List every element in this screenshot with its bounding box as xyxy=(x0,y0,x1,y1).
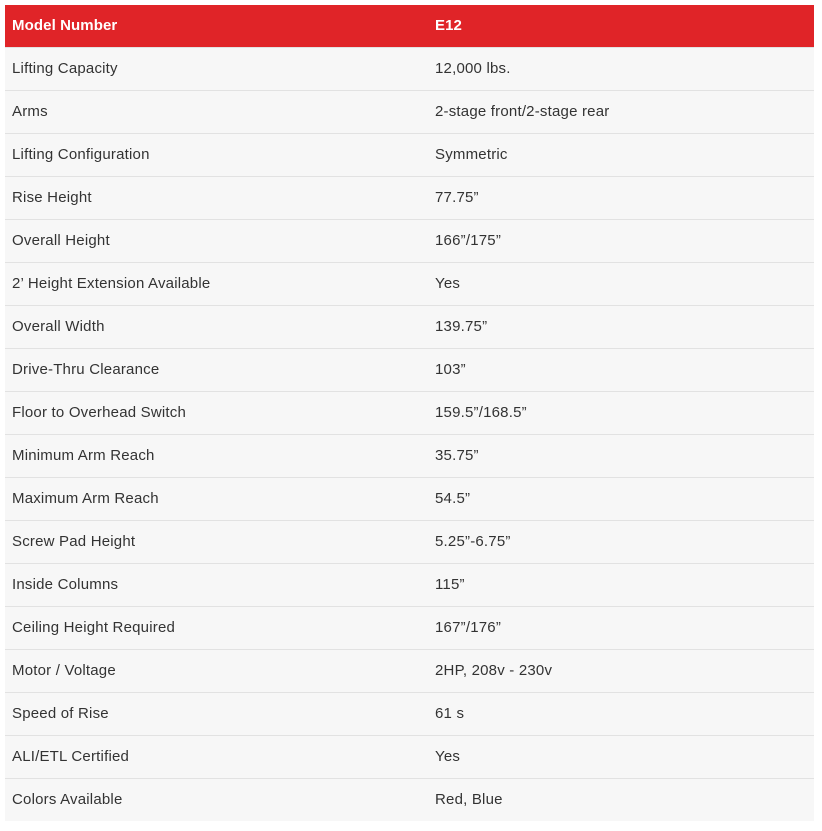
row-label: Drive-Thru Clearance xyxy=(5,348,435,391)
table-row xyxy=(5,477,814,520)
table-row xyxy=(5,219,814,262)
row-label: Minimum Arm Reach xyxy=(5,434,435,477)
table-row xyxy=(5,649,814,692)
row-value: Yes xyxy=(435,262,814,305)
row-label: Maximum Arm Reach xyxy=(5,477,435,520)
table-row xyxy=(5,305,814,348)
row-value: 5.25”-6.75” xyxy=(435,520,814,563)
row-value: Red, Blue xyxy=(435,778,814,821)
table-row xyxy=(5,606,814,649)
row-label: Colors Available xyxy=(5,778,435,821)
row-label: Rise Height xyxy=(5,176,435,219)
row-label: Screw Pad Height xyxy=(5,520,435,563)
row-label: Arms xyxy=(5,90,435,133)
row-label: Speed of Rise xyxy=(5,692,435,735)
table-row xyxy=(5,348,814,391)
row-value: 2-stage front/2-stage rear xyxy=(435,90,814,133)
table-row xyxy=(5,262,814,305)
row-value: 77.75” xyxy=(435,176,814,219)
row-value: 115” xyxy=(435,563,814,606)
row-label: Ceiling Height Required xyxy=(5,606,435,649)
table-row xyxy=(5,90,814,133)
table-row xyxy=(5,520,814,563)
row-label: Lifting Configuration xyxy=(5,133,435,176)
table-row xyxy=(5,692,814,735)
row-value: 35.75” xyxy=(435,434,814,477)
row-value: 159.5”/168.5” xyxy=(435,391,814,434)
row-value: 103” xyxy=(435,348,814,391)
row-label: 2’ Height Extension Available xyxy=(5,262,435,305)
row-label: Lifting Capacity xyxy=(5,47,435,90)
row-label: ALI/ETL Certified xyxy=(5,735,435,778)
row-label: Overall Width xyxy=(5,305,435,348)
table-row xyxy=(5,563,814,606)
table-row xyxy=(5,176,814,219)
table-row xyxy=(5,391,814,434)
header-label: Model Number xyxy=(12,17,118,35)
row-value: 12,000 lbs. xyxy=(435,47,814,90)
table-row xyxy=(5,735,814,778)
row-label: Floor to Overhead Switch xyxy=(5,391,435,434)
row-value: 139.75” xyxy=(435,305,814,348)
spec-table xyxy=(5,5,814,821)
row-value: 166”/175” xyxy=(435,219,814,262)
row-label: Overall Height xyxy=(5,219,435,262)
row-value: Symmetric xyxy=(435,133,814,176)
row-value: 167”/176” xyxy=(435,606,814,649)
table-row xyxy=(5,133,814,176)
header-value: E12 xyxy=(435,17,462,35)
table-body xyxy=(5,47,814,821)
row-label: Motor / Voltage xyxy=(5,649,435,692)
row-value: Yes xyxy=(435,735,814,778)
row-value: 54.5” xyxy=(435,477,814,520)
row-value: 2HP, 208v - 230v xyxy=(435,649,814,692)
row-label: Inside Columns xyxy=(5,563,435,606)
table-row xyxy=(5,778,814,821)
table-header-row xyxy=(5,5,814,47)
row-value: 61 s xyxy=(435,692,814,735)
table-row xyxy=(5,47,814,90)
table-row xyxy=(5,434,814,477)
